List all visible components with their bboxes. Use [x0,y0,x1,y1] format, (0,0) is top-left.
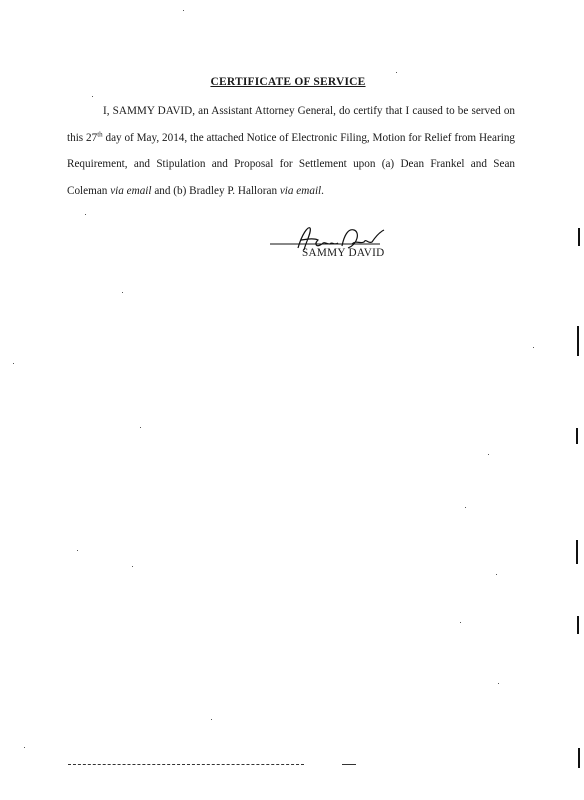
ordinal-suffix: th [97,129,103,138]
body-line-4-b: and (b) Bradley P. Halloran [151,184,280,197]
scan-speck [211,719,212,720]
scan-speck [183,10,184,11]
footer-dash [342,764,356,765]
scan-speck [132,566,133,567]
certificate-body [67,98,515,204]
scan-edge-mark [577,326,579,356]
scan-speck [140,427,141,428]
scan-speck [496,574,497,575]
via-email-2: via email [279,184,322,197]
scan-edge-mark [578,748,580,768]
scan-speck [85,214,86,215]
body-line-3: Hearing Requirement, and Stipulation and Proposal for Settlement upon (a) Dean Frankel and [67,131,516,170]
certificate-title: CERTIFICATE OF SERVICE [210,76,366,88]
scan-edge-mark [576,428,578,444]
signer-name: SAMMY DAVID [302,247,385,259]
scan-speck [498,683,499,684]
scan-edge-mark [576,540,578,564]
body-line-1: I, SAMMY DAVID, an Assistant Attorney General, do certify that I caused to be served [103,105,501,117]
scan-edge-mark [577,616,579,634]
scan-speck [77,550,78,551]
scan-speck [13,363,14,364]
footer-rule [68,764,304,765]
scan-edge-mark [578,228,580,246]
scan-speck [533,347,534,348]
scan-speck [396,72,397,73]
scan-speck [24,747,25,748]
via-email-1: via email [110,184,152,197]
scan-speck [122,292,123,293]
scan-speck [488,454,489,455]
body-line-2-end: day of May, 2014, the attached Notice of Electronic Filing, Motion for Relief from [102,131,477,144]
scan-speck [465,507,466,508]
body-line-4-c: . [321,184,324,197]
body-line-4-a: Sean Coleman [67,158,516,197]
body-line-2-start: on this 27 [67,105,516,144]
scan-speck [92,96,93,97]
scan-speck [460,622,461,623]
